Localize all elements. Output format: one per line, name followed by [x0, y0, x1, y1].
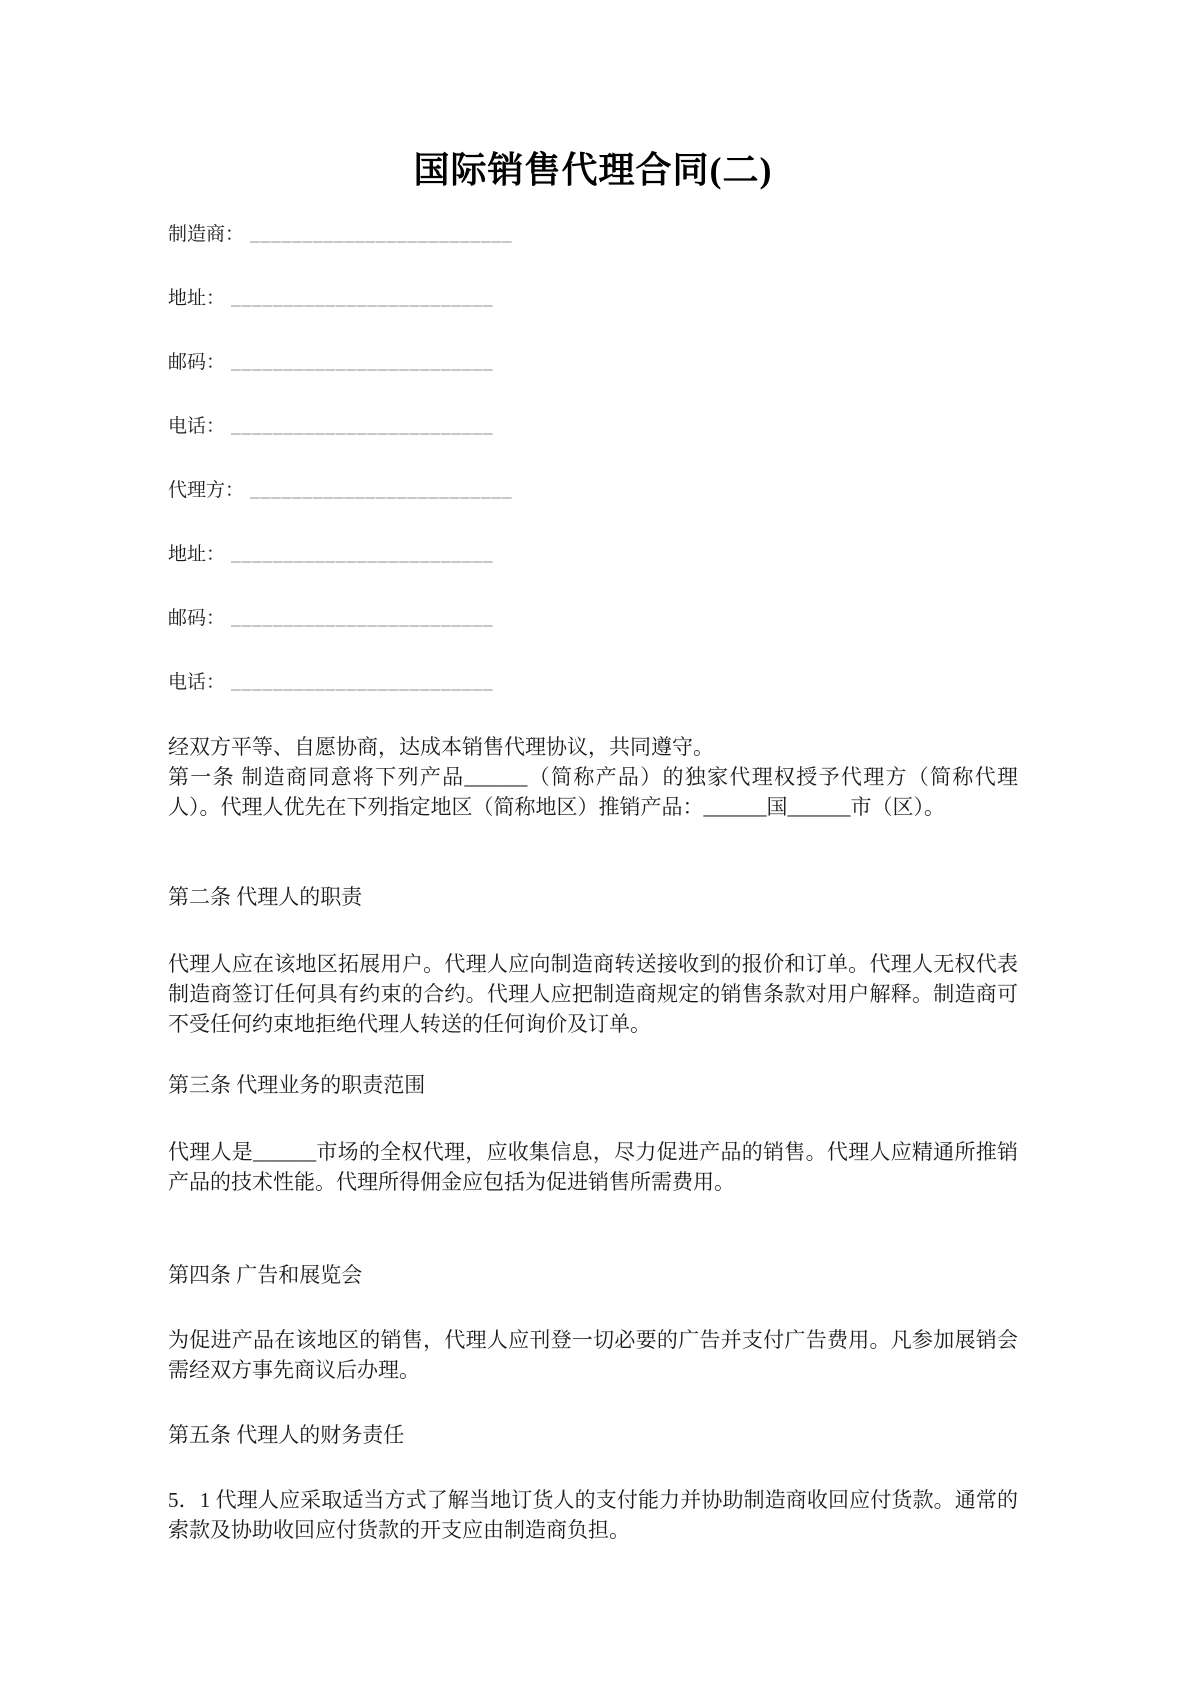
field-phone-1-blank-line: _________________________ — [231, 416, 494, 437]
field-postcode-2-label: 邮码： — [168, 608, 226, 629]
field-manufacturer-label: 制造商： — [168, 224, 245, 245]
article-1-text: 第一条 制造商同意将下列产品______（简称产品）的独家代理权授予代理方（简称代理人）。代理人优先在下列指定地区（简称地区）推销产品：______国______市（区）。 — [168, 765, 1018, 819]
field-agent-label: 代理方： — [168, 480, 245, 501]
field-phone-2-label: 电话： — [168, 672, 226, 693]
intro-paragraph: 经双方平等、自愿协商，达成本销售代理协议，共同遵守。 — [168, 735, 714, 759]
document-title: 国际销售代理合同(二) — [413, 150, 773, 190]
field-postcode-1-label: 邮码： — [168, 352, 226, 373]
article-5-heading: 第五条 代理人的财务责任 — [168, 1423, 405, 1447]
field-manufacturer-blank-line: _________________________ — [250, 224, 513, 245]
field-agent-blank-line: _________________________ — [250, 480, 513, 501]
article-4-heading: 第四条 广告和展览会 — [168, 1263, 363, 1287]
field-postcode-2 — [168, 604, 1018, 634]
field-phone-2-blank-line: _________________________ — [231, 672, 494, 693]
field-phone-1 — [168, 412, 1018, 442]
field-address-2-blank-line: _________________________ — [231, 544, 494, 565]
article-3-body: 代理人是______市场的全权代理，应收集信息，尽力促进产品的销售。代理人应精通所推销产品的技术性能。代理所得佣金应包括为促进销售所需费用。 — [168, 1140, 1018, 1194]
article-4-body: 为促进产品在该地区的销售，代理人应刊登一切必要的广告并支付广告费用。凡参加展销会需经双方事先商议后办理。 — [168, 1328, 1018, 1382]
field-address-2-label: 地址： — [168, 544, 226, 565]
field-phone-1-label: 电话： — [168, 416, 226, 437]
field-phone-2 — [168, 668, 1018, 698]
article-5-body: 5．1 代理人应采取适当方式了解当地订货人的支付能力并协助制造商收回应付货款。通常的索款及协助收回应付货款的开支应由制造商负担。 — [168, 1488, 1018, 1542]
field-address-1-blank-line: _________________________ — [231, 288, 494, 309]
field-address-2 — [168, 540, 1018, 570]
field-address-1 — [168, 284, 1018, 314]
field-postcode-1 — [168, 348, 1018, 378]
field-postcode-1-blank-line: _________________________ — [231, 352, 494, 373]
article-2-heading: 第二条 代理人的职责 — [168, 885, 363, 909]
article-2-body: 代理人应在该地区拓展用户。代理人应向制造商转送接收到的报价和订单。代理人无权代表制造商签订任何具有约束的合约。代理人应把制造商规定的销售条款对用户解释。制造商可不受任何约束地拒绝代理人转送的任何询价及订单。 — [168, 952, 1018, 1036]
article-3-heading: 第三条 代理业务的职责范围 — [168, 1073, 426, 1097]
field-postcode-2-blank-line: _________________________ — [231, 608, 494, 629]
field-address-1-label: 地址： — [168, 288, 226, 309]
field-agent — [168, 476, 1018, 506]
field-manufacturer — [168, 220, 1018, 250]
